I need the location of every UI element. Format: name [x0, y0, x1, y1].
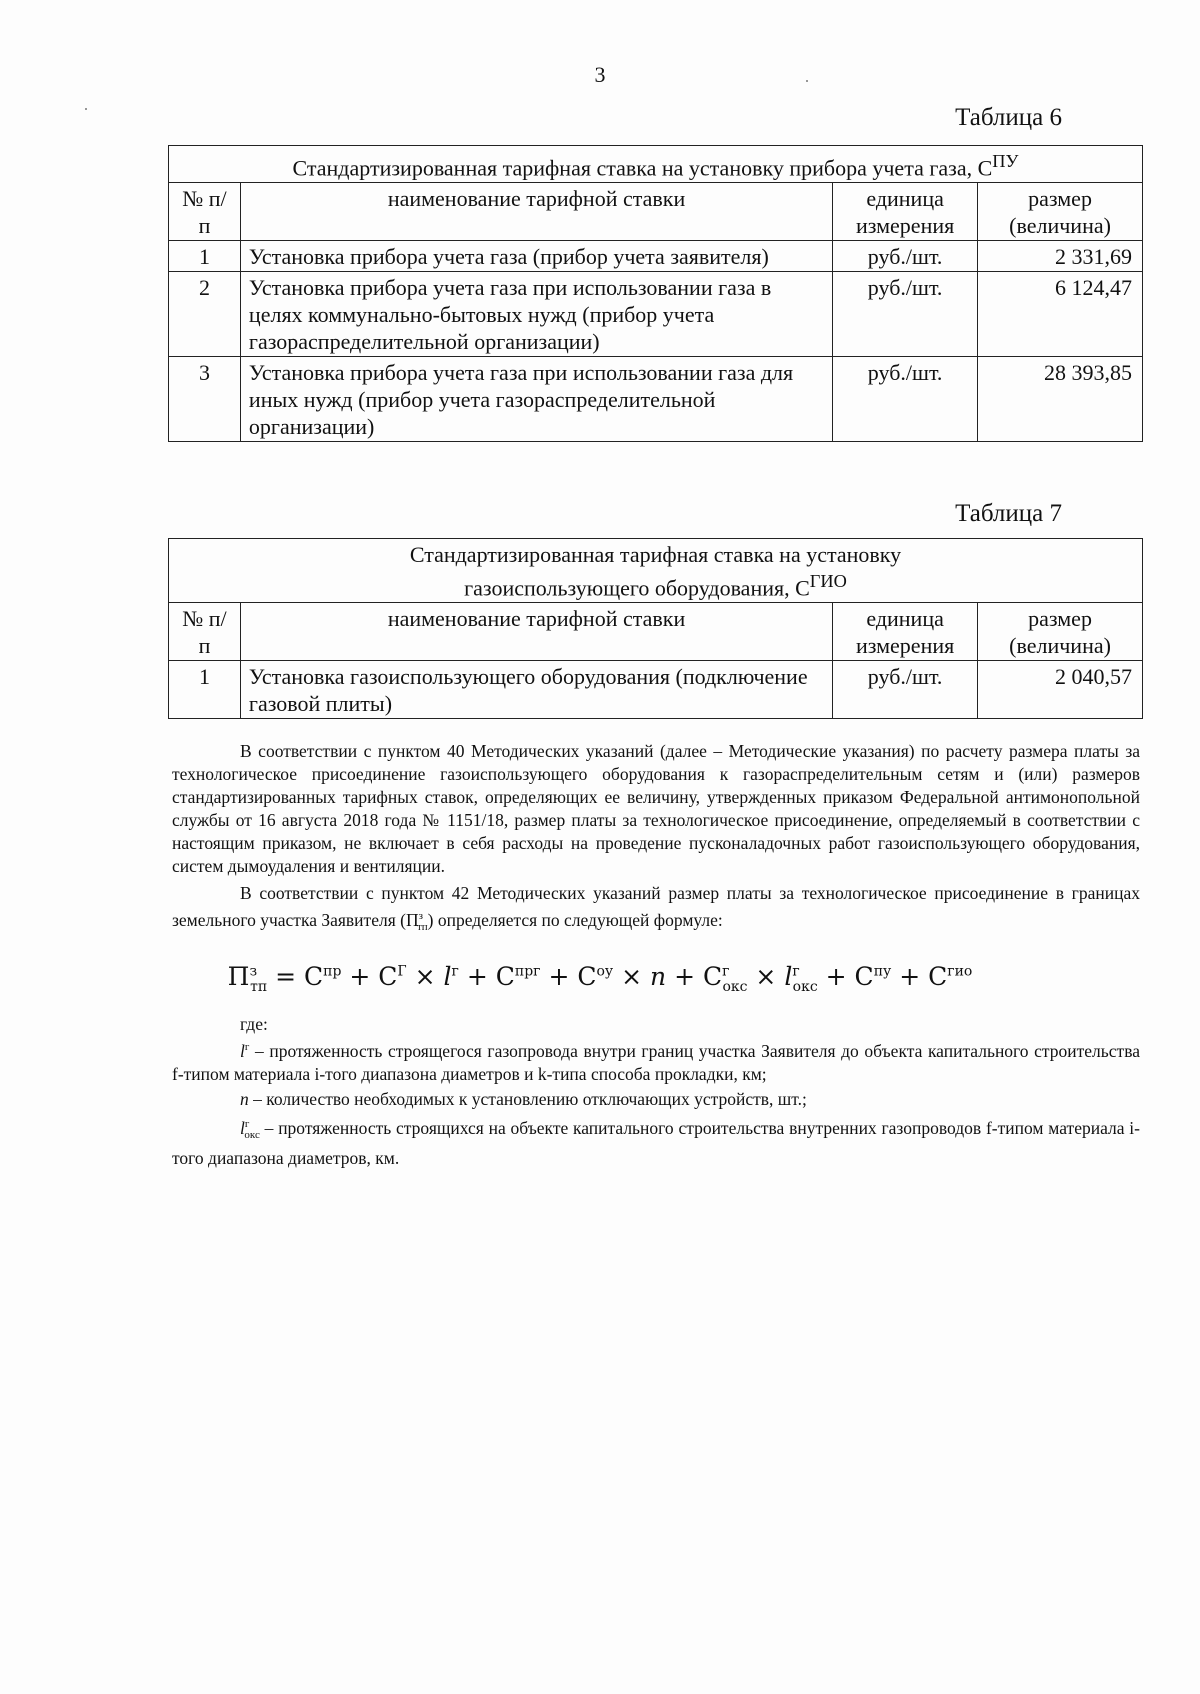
row-value: 2 331,69: [978, 241, 1143, 272]
table7-caption: Таблица 7: [955, 500, 1062, 527]
formula: $П^з_{тп} = С^{пр} + С^Г \times l^г + С^{прг} + С^{оу} \times n + С^г_{окс} \times l^г_{окс} + С^{пу} + С^{гио}$: [227, 962, 973, 995]
row-num: 3: [169, 357, 241, 442]
table6-caption: Таблица 6: [955, 104, 1062, 131]
header-num: № п/п: [169, 183, 241, 241]
row-num: 1: [169, 661, 241, 719]
page-number: 3: [594, 62, 606, 87]
row-num: 2: [169, 272, 241, 357]
paragraph-1: В соответствии с пунктом 40 Методических указаний (далее – Методические указания) по расчету размера платы за технологическое присоединение газоиспользующего оборудования к газораспределительным сетям и (или) размеров стандартизированных тарифных ставок, определяющих ее величину, утвержденных приказом Федеральной антимонопольной службы от 16 августа 2018 года № 1151/18, размер платы за технологическое присоединение, определяемый в соответствии с настоящим приказом, не включает в себя расходы на проведение пусконаладочных работ газоиспользующего оборудования, систем дымоудаления и вентиляции.: [172, 741, 1140, 876]
row-unit: руб./шт.: [833, 272, 978, 357]
row-value: 28 393,85: [978, 357, 1143, 442]
scan-speck: [806, 80, 808, 82]
table-row: [169, 241, 1143, 272]
row-value: 6 124,47: [978, 272, 1143, 357]
table-row: [169, 357, 1143, 442]
row-unit: руб./шт.: [833, 241, 978, 272]
row-unit: руб./шт.: [833, 357, 978, 442]
header-unit: единица измерения: [833, 183, 978, 241]
row-name: Установка газоиспользующего оборудования (подключение газовой плиты): [240, 661, 832, 719]
table7-title-row: [169, 539, 1143, 603]
table7-header-row: [169, 603, 1143, 661]
row-name: Установка прибора учета газа (прибор учета заявителя): [240, 241, 832, 272]
body-text: [172, 740, 1140, 939]
where-label: где:: [240, 1014, 268, 1034]
table6-title-sup: ПУ: [992, 151, 1019, 171]
row-unit: руб./шт.: [833, 661, 978, 719]
header-unit: единица измерения: [833, 603, 978, 661]
table7-title-sup: ГИО: [809, 571, 847, 591]
header-size: размер (величина): [978, 603, 1143, 661]
table6-header-row: [169, 183, 1143, 241]
header-name: наименование тарифной ставки: [240, 603, 832, 661]
row-num: 1: [169, 241, 241, 272]
row-name: Установка прибора учета газа при использовании газа в целях коммунально-бытовых нужд (прибор учета газораспределительной организации): [240, 272, 832, 357]
row-name: Установка прибора учета газа при использовании газа для иных нужд (прибор учета газораспределительной организации): [240, 357, 832, 442]
table6-title-row: [169, 146, 1143, 183]
definition-l: $l^г$ – протяженность строящегося газопровода внутри границ участка Заявителя до объекта капитального строительства f-типом материала i-того диапазона диаметров и k-типа способа прокладки, км;: [172, 1040, 1140, 1084]
paragraph-2: В соответствии с пунктом 42 Методических указаний размер платы за технологическое присоединение в границах земельного участка Заявителя $(П^з_{тп})$ определяется по следующей формуле:: [172, 883, 1140, 934]
table7: [168, 538, 1143, 719]
header-num: № п/п: [169, 603, 241, 661]
definitions: [172, 1036, 1140, 1170]
definition-lokc: $l^г_{окс}$ – протяженность строящихся на объекте капитального строительства внутренних газопроводов f-типом материала i-того диапазона диаметров, км.: [172, 1117, 1140, 1169]
row-value: 2 040,57: [978, 661, 1143, 719]
definition-n: n – количество необходимых к установлению отключающих устройств, шт.;: [240, 1088, 807, 1109]
table-row: [169, 272, 1143, 357]
header-name: наименование тарифной ставки: [240, 183, 832, 241]
scan-speck: [85, 108, 87, 110]
table6-title: Стандартизированная тарифная ставка на установку прибора учета газа, $С^{ПУ}$: [169, 146, 1143, 183]
table6: [168, 145, 1143, 442]
header-size: размер (величина): [978, 183, 1143, 241]
table7-title: Стандартизированная тарифная ставка на установку газоиспользующего оборудования, $С^{ГИО}$: [169, 539, 1143, 603]
table-row: [169, 661, 1143, 719]
